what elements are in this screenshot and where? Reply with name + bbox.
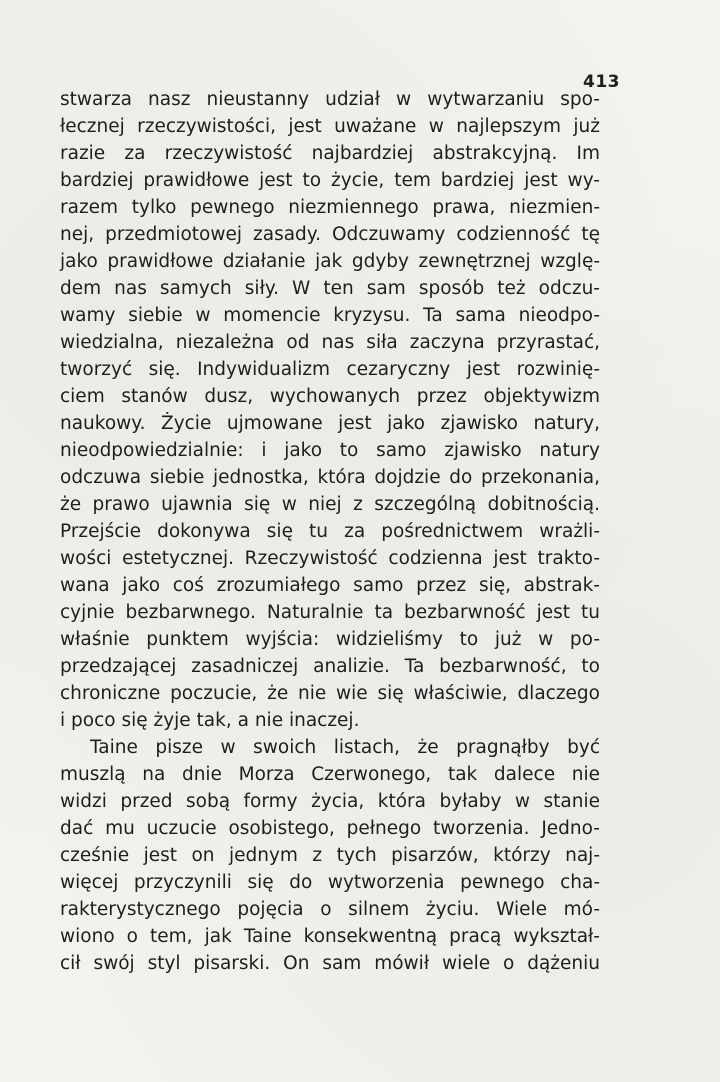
text-line: rakterystycznego pojęcia o silnem życiu. Wiele mó- (60, 899, 600, 920)
text-line: chroniczne poczucie, że nie wie się właściwie, dlaczego (60, 683, 600, 704)
text-line: widzi przed sobą formy życia, która byłaby w stanie (60, 791, 600, 812)
text-line: razie za rzeczywistość najbardziej abstrakcyjną. Im (60, 143, 600, 164)
text-line: dem nas samych siły. W ten sam sposób też odczu- (60, 278, 600, 299)
text-line: tworzyć się. Indywidualizm cezaryczny jest rozwinię- (60, 359, 600, 380)
text-line: łecznej rzeczywistości, jest uważane w najlepszym już (60, 116, 600, 137)
text-line: wana jako coś zrozumiałego samo przez się, abstrak- (60, 575, 600, 596)
text-line: bardziej prawidłowe jest to życie, tem bardziej jest wy- (60, 170, 600, 191)
text-line: naukowy. Życie ujmowane jest jako zjawisko natury, (60, 413, 600, 434)
text-line: nej, przedmiotowej zasady. Odczuwamy codzienność tę (60, 224, 600, 245)
text-line: cześnie jest on jednym z tych pisarzów, którzy naj- (60, 845, 600, 866)
text-line: właśnie punktem wyjścia: widzieliśmy to już w po- (60, 629, 600, 650)
text-line: razem tylko pewnego niezmiennego prawa, niezmien- (60, 197, 600, 218)
text-line: wiono o tem, jak Taine konsekwentną pracą wykształ- (60, 926, 600, 947)
text-line: jako prawidłowe działanie jak gdyby zewnętrznej wzglę- (60, 251, 600, 272)
text-line: przedzającej zasadniczej analizie. Ta bezbarwność, to (60, 656, 600, 677)
text-line: cyjnie bezbarwnego. Naturalnie ta bezbarwność jest tu (60, 602, 600, 623)
text-line: wiedzialna, niezależna od nas siła zaczyna przyrastać, (60, 332, 600, 353)
text-line: muszlą na dnie Morza Czerwonego, tak dalece nie (60, 764, 600, 785)
text-line: i poco się żyje tak, a nie inaczej. (60, 710, 360, 731)
text-line: Taine pisze w swoich listach, że pragnąłby być (90, 737, 600, 758)
text-line: wamy siebie w momencie kryzysu. Ta sama nieodpo- (60, 305, 600, 326)
text-line: odczuwa siebie jednostka, która dojdzie do przekonania, (60, 467, 600, 488)
text-line: dać mu uczucie osobistego, pełnego tworzenia. Jedno- (60, 818, 600, 839)
text-line: ciem stanów dusz, wychowanych przez objektywizm (60, 386, 600, 407)
text-line: że prawo ujawnia się w niej z szczególną dobitnością. (60, 494, 600, 515)
text-line: nieodpowiedzialnie: i jako to samo zjawisko natury (60, 440, 600, 461)
text-line: więcej przyczynili się do wytworzenia pewnego cha- (60, 872, 600, 893)
text-line: stwarza nasz nieustanny udział w wytwarzaniu spo- (60, 89, 600, 110)
text-line: wości estetycznej. Rzeczywistość codzienna jest trakto- (60, 548, 600, 569)
text-line: cił swój styl pisarski. On sam mówił wiele o dążeniu (60, 953, 600, 974)
body-text (60, 86, 600, 977)
text-line: Przejście dokonywa się tu za pośrednictwem wrażli- (60, 521, 600, 542)
page-number: 413 (583, 72, 620, 92)
